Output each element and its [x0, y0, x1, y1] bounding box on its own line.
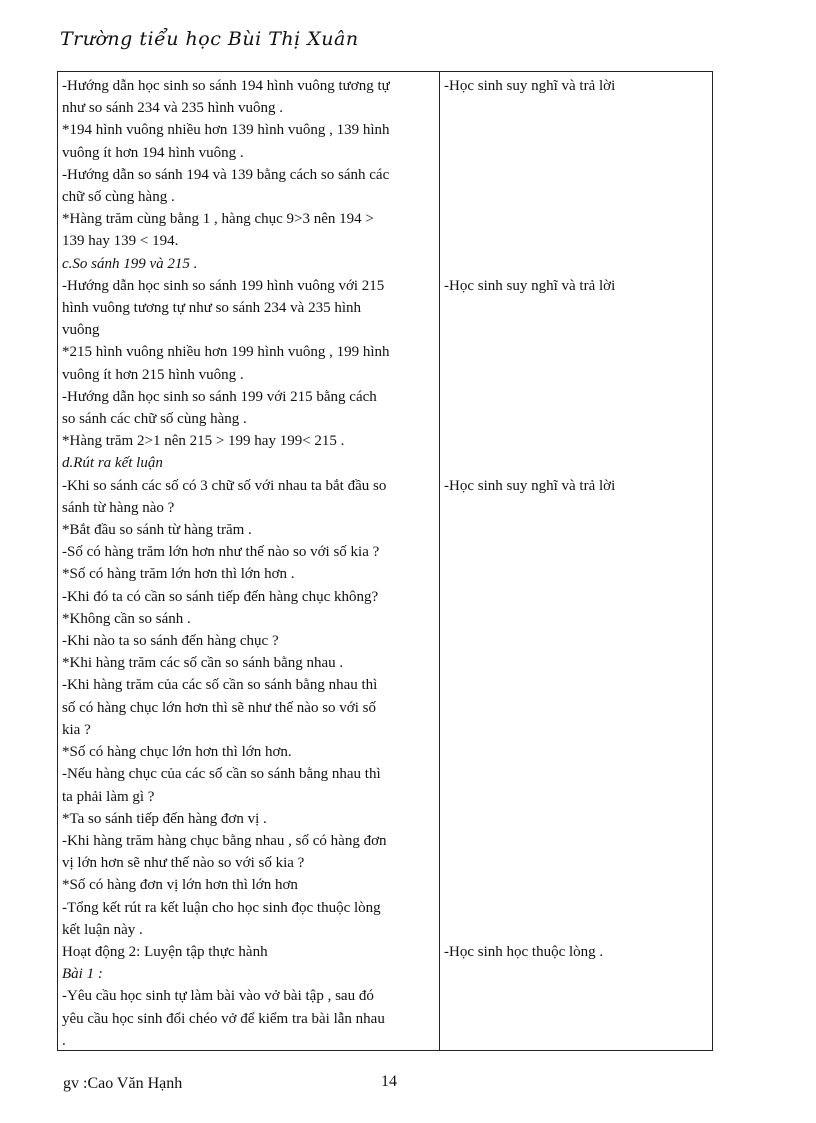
left-line: .: [62, 1032, 66, 1049]
column-divider: [439, 72, 440, 1050]
left-line: d.Rút ra kết luận: [62, 455, 163, 472]
left-line: vị lớn hơn sẽ như thế nào so với số kia ?: [62, 855, 305, 872]
teacher-name: gv :Cao Văn Hạnh: [63, 1075, 183, 1092]
left-line: -Hướng dẫn học sinh so sánh 194 hình vuông tương tự: [62, 78, 390, 94]
left-line: -Khi nào ta so sánh đến hàng chục ?: [62, 633, 279, 650]
left-line: sánh từ hàng nào ?: [62, 499, 175, 516]
left-line: *Không cần so sánh .: [62, 610, 191, 627]
left-line: -Hướng dẫn so sánh 194 và 139 bằng cách so sánh các: [62, 166, 390, 183]
left-line: *Bắt đầu so sánh từ hàng trăm .: [62, 522, 252, 539]
left-line: -Khi đó ta có cần so sánh tiếp đến hàng chục không?: [62, 588, 379, 605]
left-line: số có hàng chục lớn hơn thì sẽ như thế nào so với số: [62, 699, 376, 716]
left-line: -Nếu hàng chục của các số cần so sánh bằng nhau thì: [62, 766, 381, 783]
left-line: -Số có hàng trăm lớn hơn như thế nào so với số kia ?: [62, 544, 380, 561]
left-line: *Số có hàng trăm lớn hơn thì lớn hơn .: [62, 566, 295, 583]
student-response: -Học sinh suy nghĩ và trả lời: [444, 277, 616, 294]
left-line: vuông ít hơn 194 hình vuông .: [62, 144, 244, 161]
left-line: *215 hình vuông nhiều hơn 199 hình vuông , 199 hình: [62, 344, 390, 361]
page-number: 14: [381, 1073, 397, 1090]
left-line: vuông: [62, 322, 100, 339]
left-line: -Khi hàng trăm hàng chục bằng nhau , số có hàng đơn: [62, 832, 387, 849]
left-line: -Yêu cầu học sinh tự làm bài vào vở bài tập , sau đó: [62, 988, 374, 1005]
left-line: như so sánh 234 và 235 hình vuông .: [62, 100, 284, 117]
student-response: -Học sinh suy nghĩ và trả lời: [444, 78, 616, 94]
student-response: -Học sinh suy nghĩ và trả lời: [444, 477, 616, 494]
left-line: kia ?: [62, 721, 91, 738]
left-line: hình vuông tương tự như so sánh 234 và 235 hình: [62, 300, 361, 317]
left-line: *Ta so sánh tiếp đến hàng đơn vị .: [62, 810, 267, 827]
lesson-table: [57, 71, 713, 1051]
left-line: vuông ít hơn 215 hình vuông .: [62, 366, 244, 383]
left-line: *Khi hàng trăm các số cần so sánh bằng nhau .: [62, 655, 344, 672]
school-header: Trường tiểu học Bùi Thị Xuân: [60, 28, 359, 50]
left-line: ta phải làm gì ?: [62, 788, 155, 805]
left-line: so sánh các chữ số cùng hàng .: [62, 411, 247, 428]
left-line: -Tổng kết rút ra kết luận cho học sinh đọc thuộc lòng: [62, 899, 381, 916]
left-line: *Số có hàng chục lớn hơn thì lớn hơn.: [62, 744, 292, 761]
left-line: -Khi hàng trăm của các số cần so sánh bằng nhau thì: [62, 677, 378, 694]
left-line: kết luận này .: [62, 921, 143, 938]
left-line: *Hàng trăm 2>1 nên 215 > 199 hay 199< 215 .: [62, 433, 345, 450]
left-line: -Hướng dẫn học sinh so sánh 199 với 215 bằng cách: [62, 388, 377, 405]
left-line: *Hàng trăm cùng bằng 1 , hàng chục 9>3 nên 194 >: [62, 211, 374, 228]
left-line: *Số có hàng đơn vị lớn hơn thì lớn hơn: [62, 877, 298, 894]
left-line: chữ số cùng hàng .: [62, 189, 175, 206]
left-line: Bài 1 :: [62, 966, 103, 983]
left-line: 139 hay 139 < 194.: [62, 233, 179, 250]
left-line: *194 hình vuông nhiều hơn 139 hình vuông , 139 hình: [62, 122, 390, 139]
left-line: c.So sánh 199 và 215 .: [62, 255, 198, 272]
left-line: yêu cầu học sinh đổi chéo vở để kiểm tra bài lẫn nhau: [62, 1010, 385, 1027]
left-line: Hoạt động 2: Luyện tập thực hành: [62, 943, 268, 960]
student-response: -Học sinh học thuộc lòng .: [444, 943, 604, 960]
left-line: -Hướng dẫn học sinh so sánh 199 hình vuông với 215: [62, 277, 385, 294]
teacher-activities-column: [62, 75, 432, 1052]
left-line: -Khi so sánh các số có 3 chữ số với nhau ta bắt đầu so: [62, 477, 387, 494]
